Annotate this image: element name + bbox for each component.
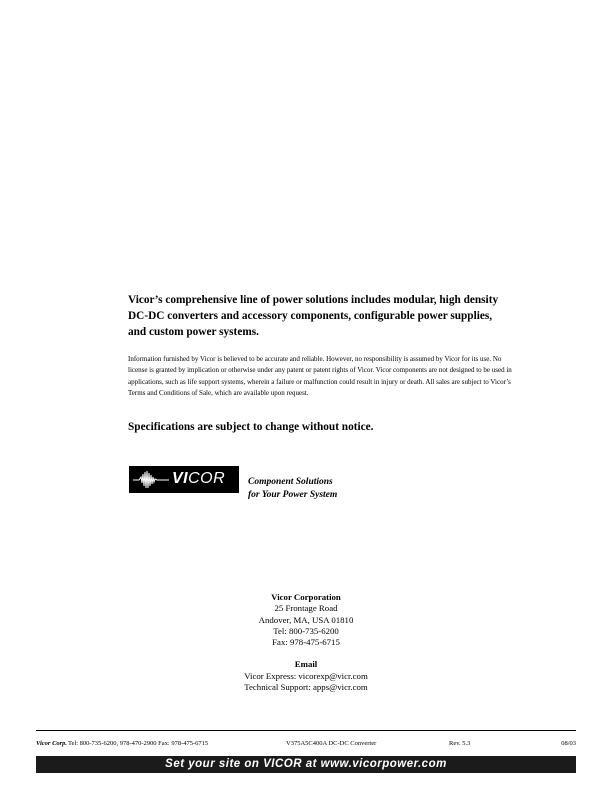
logo-wordmark-rest: COR [188,470,226,487]
company-name: Vicor Corporation [271,592,341,602]
footer-model: V375A5C400A DC-DC Converter [286,740,377,747]
disclaimer-paragraph: Information furnished by Vicor is believed to be accurate and reliable. However, no responsibility is assumed by Vicor for its use. No license is granted by implication or otherwise under any patent or patent rights of Vicor. Vicor components are not designed to be used in applications, such as life support systems, wherein a failure or malfunction could result in injury or death. All sales are subject to Vicor’s Terms and Conditions of Sale, which are available upon request. [128,355,512,397]
waveform-icon [133,469,169,490]
express-email[interactable]: Vicor Express: vicorexp@vicr.com [244,670,368,681]
address-line1: 25 Frontage Road [274,603,338,614]
fax-number: Fax: 978-475-6715 [272,637,340,648]
tagline [248,476,337,502]
support-email[interactable]: Technical Support: apps@vicr.com [244,682,368,693]
contact-block [200,592,412,693]
footer-revision: Rev. 5.3 [449,740,471,747]
footer-corp: Vicor Corp. [36,740,68,747]
tagline-line2: for Your Power System [248,490,338,500]
logo-wordmark-bold: VI [172,470,189,487]
address-line2: Andover, MA, USA 01810 [258,614,354,625]
tagline-line1: Component Solutions [248,477,333,487]
logo-wordmark [172,470,225,488]
email-heading: Email [294,659,318,670]
website-banner[interactable]: Set your site on VICOR at www.vicorpower.com [36,756,576,773]
footer-date: 08/03 [561,740,576,747]
intro-paragraph: Vicor’s comprehensive line of power solutions includes modular, high density DC-DC converters and accessory components, configurable power supplies, and custom power systems. [128,294,499,338]
footer-divider [36,730,576,731]
phone-number: Tel: 800-735-6200 [273,625,339,636]
spec-notice: Specifications are subject to change without notice. [128,421,374,433]
vicor-logo [129,466,239,493]
footer [36,739,576,749]
footer-phones: Tel: 800-735-6200, 978-470-2900 Fax: 978-475-6715 [68,740,209,747]
